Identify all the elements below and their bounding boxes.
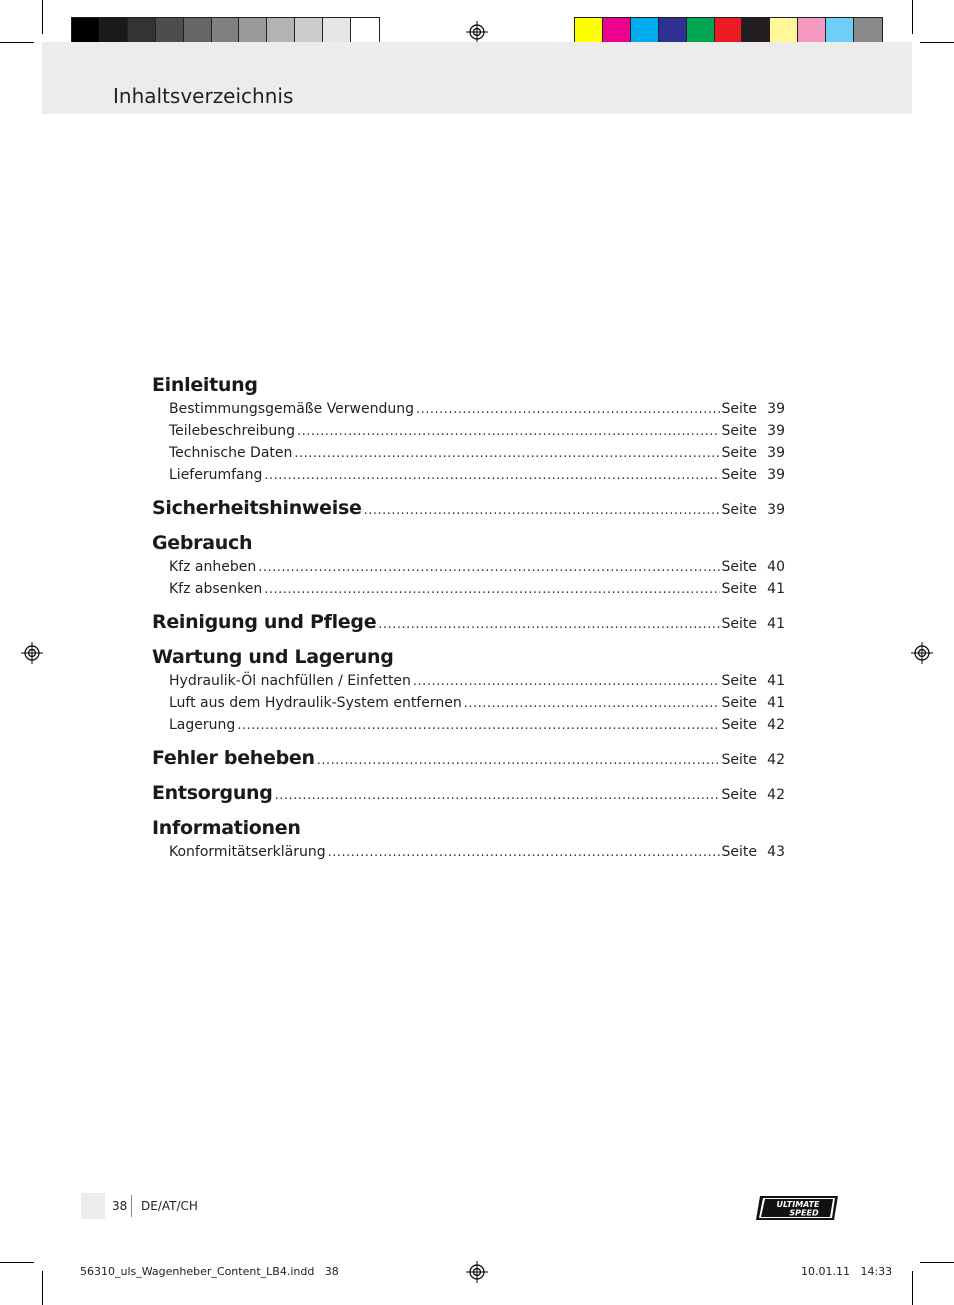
section-title: Einleitung (152, 374, 258, 396)
page-reference (722, 841, 786, 863)
entry-label: Hydraulik-Öl nachfüllen / Einfetten (169, 673, 411, 689)
region-label: DE/AT/CH (141, 1199, 198, 1213)
page-word: Seite (721, 752, 757, 768)
color-swatch (295, 18, 323, 45)
crop-mark (42, 0, 43, 34)
dot-leader (317, 748, 720, 774)
page-number-ref: 39 (767, 401, 785, 417)
page-reference (722, 782, 786, 808)
toc-entry (169, 692, 785, 714)
dot-leader (264, 579, 719, 601)
toc-section-heading (152, 372, 785, 398)
page-word: Seite (721, 401, 757, 417)
color-swatch (798, 18, 826, 45)
page-word: Seite (721, 581, 757, 597)
color-swatch (239, 18, 267, 45)
crop-mark (42, 1271, 43, 1305)
page-number-ref: 42 (767, 717, 785, 733)
toc-entries (169, 841, 785, 863)
color-swatch (631, 18, 659, 45)
page-number-ref: 41 (767, 581, 785, 597)
page-number-ref: 39 (767, 423, 785, 439)
dot-leader (275, 783, 720, 809)
toc-entry (169, 556, 785, 578)
entry-label: Technische Daten (169, 445, 293, 461)
page-reference (722, 611, 786, 637)
dot-leader (328, 842, 720, 864)
toc-entries (169, 670, 785, 736)
page-word: Seite (721, 616, 757, 632)
entry-label: Kfz anheben (169, 559, 257, 575)
page-reference (722, 692, 786, 714)
toc-entry (169, 578, 785, 600)
toc-entry (169, 841, 785, 863)
page-word: Seite (721, 559, 757, 575)
color-swatch (184, 18, 212, 45)
dot-leader (416, 399, 719, 421)
timestamp: 10.01.11 14:33 (801, 1265, 893, 1278)
logo-text-top: ULTIMATE (776, 1200, 820, 1209)
page-number-ref: 42 (767, 752, 785, 768)
registration-mark-icon (466, 1261, 488, 1283)
color-swatch (659, 18, 687, 45)
dot-leader (297, 421, 719, 443)
toc-entries (169, 398, 785, 486)
page-reference (722, 747, 786, 773)
page-reference (722, 578, 786, 600)
page-word: Seite (721, 695, 757, 711)
logo-text-bottom: SPEED (789, 1208, 819, 1218)
dot-leader (464, 693, 720, 715)
entry-label: Teilebeschreibung (169, 423, 296, 439)
toc-section (152, 780, 785, 806)
dot-leader (294, 443, 719, 465)
crop-mark (920, 1262, 954, 1263)
color-swatch (826, 18, 854, 45)
page-number-box (81, 1193, 105, 1219)
color-swatch (854, 18, 882, 45)
section-title: Reinigung und Pflege (152, 611, 377, 633)
crop-mark (912, 0, 913, 34)
color-swatch (603, 18, 631, 45)
page-word: Seite (721, 502, 757, 518)
dot-leader (237, 715, 719, 737)
page-word: Seite (721, 423, 757, 439)
toc-section-heading (152, 609, 785, 635)
crop-mark (0, 1262, 34, 1263)
page-number-ref: 43 (767, 844, 785, 860)
page-word: Seite (721, 717, 757, 733)
page-word: Seite (721, 445, 757, 461)
registration-mark-icon (21, 642, 43, 664)
toc-section (152, 609, 785, 635)
section-title: Entsorgung (152, 782, 273, 804)
entry-label: Lagerung (169, 717, 236, 733)
entry-label: Konformitätserklärung (169, 844, 326, 860)
dot-leader (264, 465, 719, 487)
dot-leader (364, 498, 720, 524)
page-reference (722, 556, 786, 578)
toc-section-heading (152, 815, 785, 841)
color-swatch (323, 18, 351, 45)
color-swatch (128, 18, 156, 45)
toc-section (152, 815, 785, 863)
color-swatch (100, 18, 128, 45)
entry-label: Lieferumfang (169, 467, 263, 483)
crop-mark (920, 42, 954, 43)
toc-section-heading (152, 644, 785, 670)
footer-divider (131, 1195, 132, 1217)
color-swatch (212, 18, 240, 45)
brand-logo (754, 1194, 840, 1222)
toc-section-heading (152, 530, 785, 556)
entry-label: Luft aus dem Hydraulik-System entfernen (169, 695, 462, 711)
color-swatch (770, 18, 798, 45)
section-title: Wartung und Lagerung (152, 646, 394, 668)
color-swatch (687, 18, 715, 45)
toc-section (152, 372, 785, 486)
toc-entries (169, 556, 785, 600)
page-number-ref: 40 (767, 559, 785, 575)
toc-section (152, 745, 785, 771)
toc-entry (169, 442, 785, 464)
page-word: Seite (721, 467, 757, 483)
toc-entry (169, 670, 785, 692)
registration-mark-icon (911, 642, 933, 664)
color-swatch (575, 18, 603, 45)
section-title: Gebrauch (152, 532, 253, 554)
toc-entry (169, 398, 785, 420)
crop-mark (912, 1271, 913, 1305)
page-number: 38 (112, 1199, 128, 1213)
page-title: Inhaltsverzeichnis (113, 84, 294, 108)
toc-entry (169, 464, 785, 486)
page-word: Seite (721, 673, 757, 689)
section-title: Fehler beheben (152, 747, 315, 769)
entry-label: Kfz absenken (169, 581, 263, 597)
toc-section-heading (152, 745, 785, 771)
color-swatch (742, 18, 770, 45)
registration-mark-icon (466, 21, 488, 43)
page-reference (722, 497, 786, 523)
color-swatch (715, 18, 743, 45)
page-word: Seite (721, 844, 757, 860)
color-swatch (156, 18, 184, 45)
toc-section (152, 530, 785, 600)
toc-section-heading (152, 780, 785, 806)
toc-section (152, 644, 785, 736)
dot-leader (258, 557, 719, 579)
page-number-ref: 41 (767, 695, 785, 711)
color-swatch (267, 18, 295, 45)
page-number-ref: 39 (767, 445, 785, 461)
color-swatch (351, 18, 379, 45)
page-reference (722, 670, 786, 692)
toc-entry (169, 420, 785, 442)
entry-label: Bestimmungsgemäße Verwendung (169, 401, 415, 417)
toc-section (152, 495, 785, 521)
page-number-ref: 39 (767, 502, 785, 518)
section-title: Informationen (152, 817, 301, 839)
toc-entry (169, 714, 785, 736)
page-reference (722, 464, 786, 486)
dot-leader (413, 671, 720, 693)
page-number-ref: 39 (767, 467, 785, 483)
page-word: Seite (721, 787, 757, 803)
page-number-ref: 41 (767, 616, 785, 632)
dot-leader (378, 612, 719, 638)
file-slug: 56310_uls_Wagenheber_Content_LB4.indd 38 (80, 1265, 339, 1278)
page-number-ref: 42 (767, 787, 785, 803)
crop-mark (0, 42, 34, 43)
page-reference (722, 714, 786, 736)
page-reference (722, 420, 786, 442)
section-title: Sicherheitshinweise (152, 497, 362, 519)
table-of-contents (152, 372, 785, 872)
color-swatch (72, 18, 100, 45)
page-reference (722, 398, 786, 420)
page-number-ref: 41 (767, 673, 785, 689)
toc-section-heading (152, 495, 785, 521)
page-reference (722, 442, 786, 464)
